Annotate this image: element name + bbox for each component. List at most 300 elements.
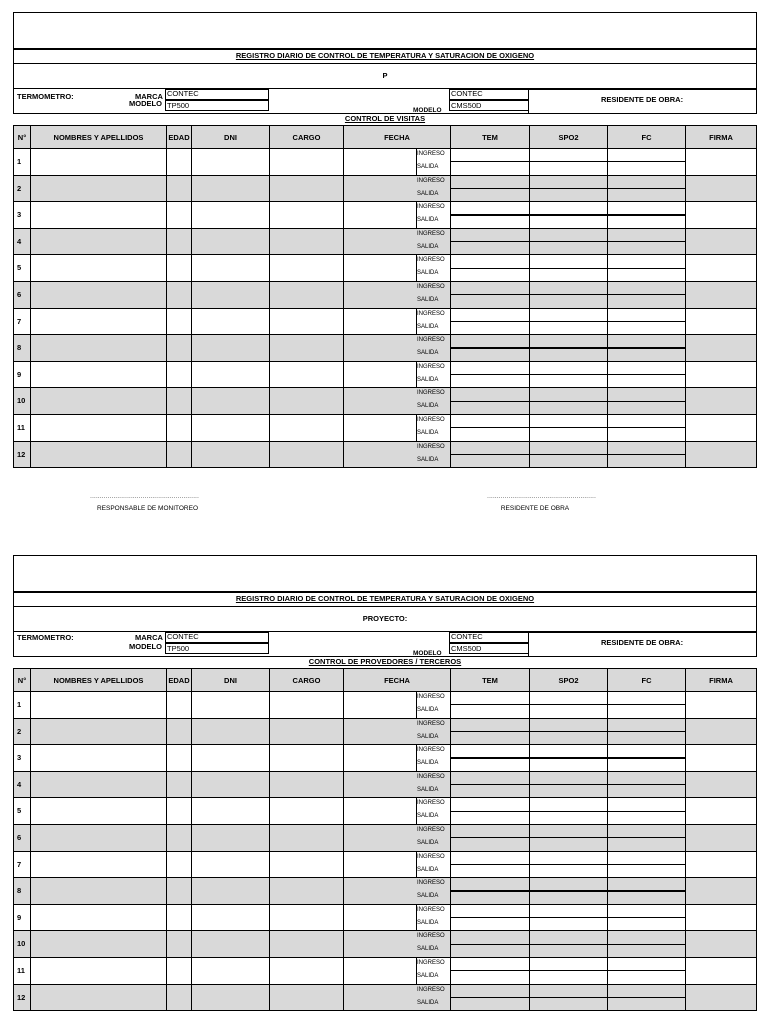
fc-salida-cell[interactable] [607,917,686,931]
spo2-salida-cell[interactable] [529,704,608,718]
tem-ingreso-cell[interactable] [450,771,530,785]
age-cell[interactable] [166,308,192,336]
dni-cell[interactable] [191,441,270,469]
age-cell[interactable] [166,744,192,772]
fecha-cell[interactable] [343,201,417,229]
tem-ingreso-cell[interactable] [450,797,530,811]
fc-ingreso-cell[interactable] [607,797,686,811]
spo2-salida-cell[interactable] [529,970,608,984]
tem-ingreso-cell[interactable] [450,148,530,162]
spo2-salida-cell[interactable] [529,917,608,931]
tem-ingreso-cell[interactable] [450,877,530,891]
cargo-cell[interactable] [269,957,344,985]
cargo-cell[interactable] [269,797,344,825]
age-cell[interactable] [166,228,192,256]
tem-salida-cell[interactable] [450,970,530,984]
dni-cell[interactable] [191,148,270,176]
dni-cell[interactable] [191,718,270,746]
cargo-cell[interactable] [269,691,344,719]
cargo-cell[interactable] [269,771,344,799]
age-cell[interactable] [166,254,192,282]
spo2-ingreso-cell[interactable] [529,148,608,162]
dni-cell[interactable] [191,877,270,905]
fc-ingreso-cell[interactable] [607,930,686,944]
fecha-cell[interactable] [343,334,417,362]
fecha-cell[interactable] [343,877,417,905]
fecha-cell[interactable] [343,148,417,176]
spo2-ingreso-cell[interactable] [529,797,608,811]
spo2-salida-cell[interactable] [529,864,608,878]
spo2-salida-cell[interactable] [529,241,608,255]
name-cell[interactable] [30,201,167,229]
row-number: 8 [17,886,22,896]
name-cell[interactable] [30,851,167,879]
firma-cell[interactable] [685,957,757,985]
tem-salida-cell[interactable] [450,917,530,931]
fc-ingreso-cell[interactable] [607,254,686,268]
age-cell[interactable] [166,930,192,958]
dni-cell[interactable] [191,281,270,309]
fc-salida-cell[interactable] [607,864,686,878]
tem-salida-cell[interactable] [450,188,530,202]
age-cell[interactable] [166,984,192,1012]
name-cell[interactable] [30,414,167,442]
age-cell[interactable] [166,441,192,469]
tem-ingreso-cell[interactable] [450,387,530,401]
cargo-cell[interactable] [269,387,344,415]
tem-ingreso-cell[interactable] [450,254,530,268]
fc-ingreso-cell[interactable] [607,414,686,428]
firma-cell[interactable] [685,201,757,229]
fecha-cell[interactable] [343,228,417,256]
ingreso-label: INGRESO [417,230,445,237]
dni-cell[interactable] [191,334,270,362]
tem-ingreso-cell[interactable] [450,228,530,242]
fecha-cell[interactable] [343,984,417,1012]
dni-cell[interactable] [191,851,270,879]
spo2-salida-cell[interactable] [529,161,608,175]
age-cell[interactable] [166,957,192,985]
modelo-value: TP500 [167,101,190,110]
fc-ingreso-cell[interactable] [607,957,686,971]
fc-salida-cell[interactable] [607,427,686,441]
fc-ingreso-cell[interactable] [607,984,686,998]
dni-cell[interactable] [191,744,270,772]
fecha-cell[interactable] [343,387,417,415]
fc-salida-cell[interactable] [607,837,686,851]
tem-salida-cell[interactable] [450,997,530,1011]
spo2-salida-cell[interactable] [529,268,608,282]
tem-ingreso-cell[interactable] [450,308,530,322]
firma-cell[interactable] [685,281,757,309]
dni-cell[interactable] [191,904,270,932]
fecha-cell[interactable] [343,824,417,852]
cargo-cell[interactable] [269,281,344,309]
tem-ingreso-cell[interactable] [450,441,530,455]
fc-ingreso-cell[interactable] [607,308,686,322]
cargo-cell[interactable] [269,361,344,389]
fc-ingreso-cell[interactable] [607,334,686,348]
spo2-salida-cell[interactable] [529,348,608,362]
age-cell[interactable] [166,281,192,309]
cargo-cell[interactable] [269,228,344,256]
spo2-salida-cell[interactable] [529,294,608,308]
tem-ingreso-cell[interactable] [450,691,530,705]
name-cell[interactable] [30,824,167,852]
tem-salida-cell[interactable] [450,811,530,825]
spo2-salida-cell[interactable] [529,997,608,1011]
fc-salida-cell[interactable] [607,811,686,825]
fc-ingreso-cell[interactable] [607,441,686,455]
spo2-salida-cell[interactable] [529,427,608,441]
name-cell[interactable] [30,281,167,309]
fc-salida-cell[interactable] [607,758,686,772]
spo2-salida-cell[interactable] [529,374,608,388]
name-cell[interactable] [30,175,167,203]
fc-ingreso-cell[interactable] [607,361,686,375]
spo2-ingreso-cell[interactable] [529,387,608,401]
firma-cell[interactable] [685,824,757,852]
fc-salida-cell[interactable] [607,997,686,1011]
spo2-ingreso-cell[interactable] [529,361,608,375]
dni-cell[interactable] [191,797,270,825]
firma-cell[interactable] [685,254,757,282]
cargo-cell[interactable] [269,877,344,905]
fecha-cell[interactable] [343,414,417,442]
fc-ingreso-cell[interactable] [607,148,686,162]
fc-ingreso-cell[interactable] [607,744,686,758]
name-cell[interactable] [30,957,167,985]
tem-salida-cell[interactable] [450,401,530,415]
name-cell[interactable] [30,877,167,905]
fc-ingreso-cell[interactable] [607,718,686,732]
fc-ingreso-cell[interactable] [607,175,686,189]
fc-salida-cell[interactable] [607,348,686,362]
dni-cell[interactable] [191,930,270,958]
firma-cell[interactable] [685,691,757,719]
fecha-cell[interactable] [343,904,417,932]
age-cell[interactable] [166,361,192,389]
tem-salida-cell[interactable] [450,837,530,851]
tem-ingreso-cell[interactable] [450,930,530,944]
fc-salida-cell[interactable] [607,374,686,388]
cargo-cell[interactable] [269,148,344,176]
spo2-salida-cell[interactable] [529,811,608,825]
dni-cell[interactable] [191,414,270,442]
spo2-ingreso-cell[interactable] [529,718,608,732]
spo2-ingreso-cell[interactable] [529,904,608,918]
tem-salida-cell[interactable] [450,321,530,335]
firma-cell[interactable] [685,148,757,176]
tem-salida-cell[interactable] [450,268,530,282]
firma-cell[interactable] [685,441,757,469]
spo2-salida-cell[interactable] [529,188,608,202]
cargo-cell[interactable] [269,718,344,746]
tem-salida-cell[interactable] [450,891,530,905]
ingreso-label: INGRESO [417,257,445,264]
name-cell[interactable] [30,904,167,932]
fc-salida-cell[interactable] [607,215,686,229]
spo2-ingreso-cell[interactable] [529,851,608,865]
tem-salida-cell[interactable] [450,704,530,718]
firma-cell[interactable] [685,387,757,415]
salida-label: SALIDA [417,919,439,926]
thermometer-label: TERMOMETRO: [17,92,74,101]
spo2-ingreso-cell[interactable] [529,441,608,455]
firma-cell[interactable] [685,228,757,256]
dni-cell[interactable] [191,228,270,256]
fc-salida-cell[interactable] [607,188,686,202]
dni-cell[interactable] [191,387,270,415]
fecha-cell[interactable] [343,718,417,746]
tem-ingreso-cell[interactable] [450,414,530,428]
spo2-ingreso-cell[interactable] [529,957,608,971]
age-cell[interactable] [166,797,192,825]
spo2-ingreso-cell[interactable] [529,691,608,705]
tem-salida-cell[interactable] [450,731,530,745]
dni-cell[interactable] [191,824,270,852]
dni-cell[interactable] [191,201,270,229]
tem-salida-cell[interactable] [450,215,530,229]
firma-cell[interactable] [685,361,757,389]
dni-cell[interactable] [191,361,270,389]
dni-cell[interactable] [191,308,270,336]
tem-salida-cell[interactable] [450,758,530,772]
cargo-cell[interactable] [269,254,344,282]
spo2-salida-cell[interactable] [529,758,608,772]
fecha-cell[interactable] [343,851,417,879]
name-cell[interactable] [30,387,167,415]
tem-salida-cell[interactable] [450,944,530,958]
spo2-ingreso-cell[interactable] [529,254,608,268]
fc-ingreso-cell[interactable] [607,771,686,785]
fc-ingreso-cell[interactable] [607,824,686,838]
firma-cell[interactable] [685,877,757,905]
cargo-cell[interactable] [269,904,344,932]
name-cell[interactable] [30,984,167,1012]
dni-cell[interactable] [191,175,270,203]
firma-cell[interactable] [685,414,757,442]
tem-salida-cell[interactable] [450,241,530,255]
fc-salida-cell[interactable] [607,321,686,335]
tem-salida-cell[interactable] [450,864,530,878]
fc-salida-cell[interactable] [607,784,686,798]
fc-salida-cell[interactable] [607,944,686,958]
tem-salida-cell[interactable] [450,161,530,175]
name-cell[interactable] [30,930,167,958]
fc-ingreso-cell[interactable] [607,904,686,918]
fc-ingreso-cell[interactable] [607,387,686,401]
fc-salida-cell[interactable] [607,241,686,255]
tem-ingreso-cell[interactable] [450,201,530,215]
fecha-cell[interactable] [343,254,417,282]
fecha-cell[interactable] [343,691,417,719]
name-cell[interactable] [30,718,167,746]
firma-cell[interactable] [685,984,757,1012]
fecha-cell[interactable] [343,771,417,799]
name-cell[interactable] [30,361,167,389]
fc-salida-cell[interactable] [607,161,686,175]
tem-salida-cell[interactable] [450,374,530,388]
name-cell[interactable] [30,308,167,336]
fc-salida-cell[interactable] [607,294,686,308]
tem-ingreso-cell[interactable] [450,851,530,865]
fecha-cell[interactable] [343,281,417,309]
tem-salida-cell[interactable] [450,427,530,441]
spo2-ingreso-cell[interactable] [529,744,608,758]
spo2-ingreso-cell[interactable] [529,334,608,348]
age-cell[interactable] [166,824,192,852]
fecha-cell[interactable] [343,797,417,825]
fc-ingreso-cell[interactable] [607,877,686,891]
tem-salida-cell[interactable] [450,294,530,308]
age-cell[interactable] [166,414,192,442]
name-cell[interactable] [30,148,167,176]
firma-cell[interactable] [685,334,757,362]
cargo-cell[interactable] [269,414,344,442]
fc-ingreso-cell[interactable] [607,851,686,865]
spo2-ingreso-cell[interactable] [529,930,608,944]
name-cell[interactable] [30,441,167,469]
dni-cell[interactable] [191,254,270,282]
dni-cell[interactable] [191,984,270,1012]
age-cell[interactable] [166,771,192,799]
fc-salida-cell[interactable] [607,970,686,984]
tem-ingreso-cell[interactable] [450,281,530,295]
spo2-ingreso-cell[interactable] [529,877,608,891]
name-cell[interactable] [30,254,167,282]
spo2-salida-cell[interactable] [529,784,608,798]
firma-cell[interactable] [685,797,757,825]
spo2-salida-cell[interactable] [529,891,608,905]
fc-salida-cell[interactable] [607,731,686,745]
name-cell[interactable] [30,691,167,719]
fc-ingreso-cell[interactable] [607,281,686,295]
tem-ingreso-cell[interactable] [450,718,530,732]
cargo-cell[interactable] [269,930,344,958]
firma-cell[interactable] [685,771,757,799]
tem-ingreso-cell[interactable] [450,904,530,918]
fc-ingreso-cell[interactable] [607,691,686,705]
name-cell[interactable] [30,228,167,256]
fc-ingreso-cell[interactable] [607,228,686,242]
name-cell[interactable] [30,744,167,772]
fecha-cell[interactable] [343,441,417,469]
spo2-ingreso-cell[interactable] [529,414,608,428]
spo2-salida-cell[interactable] [529,731,608,745]
ingreso-label: INGRESO [417,284,445,290]
row-number: 3 [17,753,22,763]
firma-cell[interactable] [685,175,757,203]
fc-salida-cell[interactable] [607,401,686,415]
tem-ingreso-cell[interactable] [450,984,530,998]
spo2-salida-cell[interactable] [529,215,608,229]
tem-ingreso-cell[interactable] [450,744,530,758]
spo2-salida-cell[interactable] [529,944,608,958]
age-cell[interactable] [166,877,192,905]
row-number: 1 [17,157,22,166]
firma-cell[interactable] [685,718,757,746]
name-cell[interactable] [30,771,167,799]
age-cell[interactable] [166,387,192,415]
firma-cell[interactable] [685,851,757,879]
age-cell[interactable] [166,148,192,176]
spo2-ingreso-cell[interactable] [529,824,608,838]
cargo-cell[interactable] [269,441,344,469]
firma-cell[interactable] [685,308,757,336]
cargo-cell[interactable] [269,175,344,203]
spo2-salida-cell[interactable] [529,401,608,415]
fecha-cell[interactable] [343,308,417,336]
tem-ingreso-cell[interactable] [450,334,530,348]
spo2-ingreso-cell[interactable] [529,201,608,215]
tem-salida-cell[interactable] [450,784,530,798]
tem-ingreso-cell[interactable] [450,361,530,375]
fc-ingreso-cell[interactable] [607,201,686,215]
row-number-cell [13,361,31,389]
spo2-ingreso-cell[interactable] [529,308,608,322]
fecha-cell[interactable] [343,744,417,772]
cargo-cell[interactable] [269,308,344,336]
spo2-ingreso-cell[interactable] [529,228,608,242]
spo2-salida-cell[interactable] [529,321,608,335]
fecha-cell[interactable] [343,957,417,985]
cargo-cell[interactable] [269,984,344,1012]
tem-salida-cell[interactable] [450,348,530,362]
col-header-fecha: FECHA [343,668,451,692]
dni-cell[interactable] [191,771,270,799]
tem-ingreso-cell[interactable] [450,824,530,838]
spo2-ingreso-cell[interactable] [529,984,608,998]
tem-ingreso-cell[interactable] [450,175,530,189]
age-cell[interactable] [166,201,192,229]
cargo-cell[interactable] [269,824,344,852]
row-number-cell [13,201,31,229]
firma-cell[interactable] [685,744,757,772]
fc-salida-cell[interactable] [607,454,686,468]
age-cell[interactable] [166,175,192,203]
fc-salida-cell[interactable] [607,891,686,905]
fc-salida-cell[interactable] [607,704,686,718]
spo2-salida-cell[interactable] [529,454,608,468]
tem-salida-cell[interactable] [450,454,530,468]
cargo-cell[interactable] [269,744,344,772]
age-cell[interactable] [166,851,192,879]
age-cell[interactable] [166,691,192,719]
fecha-cell[interactable] [343,361,417,389]
spo2-ingreso-cell[interactable] [529,175,608,189]
fecha-cell[interactable] [343,930,417,958]
name-cell[interactable] [30,797,167,825]
dni-cell[interactable] [191,691,270,719]
fecha-cell[interactable] [343,175,417,203]
name-cell[interactable] [30,334,167,362]
dni-cell[interactable] [191,957,270,985]
spo2-salida-cell[interactable] [529,837,608,851]
age-cell[interactable] [166,334,192,362]
firma-cell[interactable] [685,904,757,932]
firma-cell[interactable] [685,930,757,958]
fc-salida-cell[interactable] [607,268,686,282]
spo2-ingreso-cell[interactable] [529,771,608,785]
cargo-cell[interactable] [269,334,344,362]
age-cell[interactable] [166,718,192,746]
spo2-ingreso-cell[interactable] [529,281,608,295]
cargo-cell[interactable] [269,201,344,229]
age-cell[interactable] [166,904,192,932]
tem-ingreso-cell[interactable] [450,957,530,971]
cargo-cell[interactable] [269,851,344,879]
